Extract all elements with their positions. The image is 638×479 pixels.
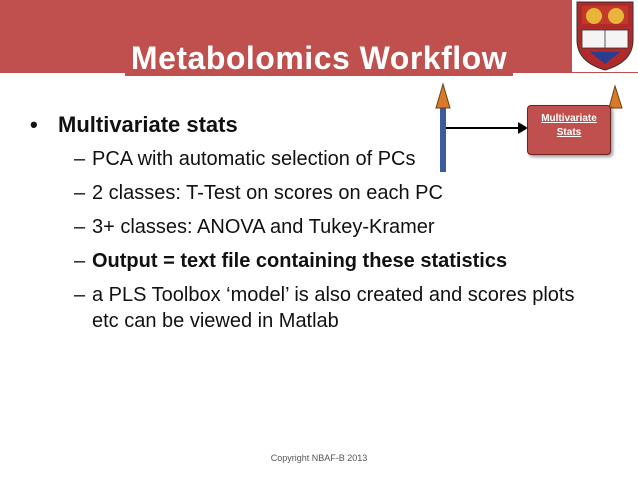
university-crest-logo xyxy=(572,0,638,72)
box-line2: Stats xyxy=(556,127,582,138)
slide-title-text: Metabolomics Workflow xyxy=(125,40,513,76)
sub-bullet: – Output = text file containing these statistics xyxy=(74,248,590,274)
sub-bullet-text: 2 classes: T-Test on scores on each PC xyxy=(92,182,443,204)
main-bullet-text: Multivariate stats xyxy=(58,112,238,137)
copyright-footer: Copyright NBAF-B 2013 xyxy=(270,453,368,463)
sub-bullet: – PCA with automatic selection of PCs xyxy=(74,146,590,172)
sub-bullet-text: a PLS Toolbox ‘model’ is also created and scores plots etc can be viewed in Matlab xyxy=(92,284,575,332)
box-line1: Multivariate xyxy=(541,113,597,124)
arrow-head-right xyxy=(609,86,622,108)
sub-bullet-text: PCA with automatic selection of PCs xyxy=(92,148,416,170)
sub-bullet-text: Output = text file containing these statistics xyxy=(92,250,508,272)
bullet-dot: • xyxy=(30,112,38,137)
slide-title xyxy=(0,40,638,77)
arrow-head-left xyxy=(436,84,450,108)
sub-bullet: – a PLS Toolbox ‘model’ is also created and scores plots etc can be viewed in Matlab xyxy=(74,282,590,334)
sub-bullet: – 3+ classes: ANOVA and Tukey-Kramer xyxy=(74,214,590,240)
sub-bullet: – 2 classes: T-Test on scores on each PC xyxy=(74,180,590,206)
sub-bullet-text: 3+ classes: ANOVA and Tukey-Kramer xyxy=(92,216,435,238)
main-bullet xyxy=(30,112,590,138)
bullet-list xyxy=(30,112,590,334)
